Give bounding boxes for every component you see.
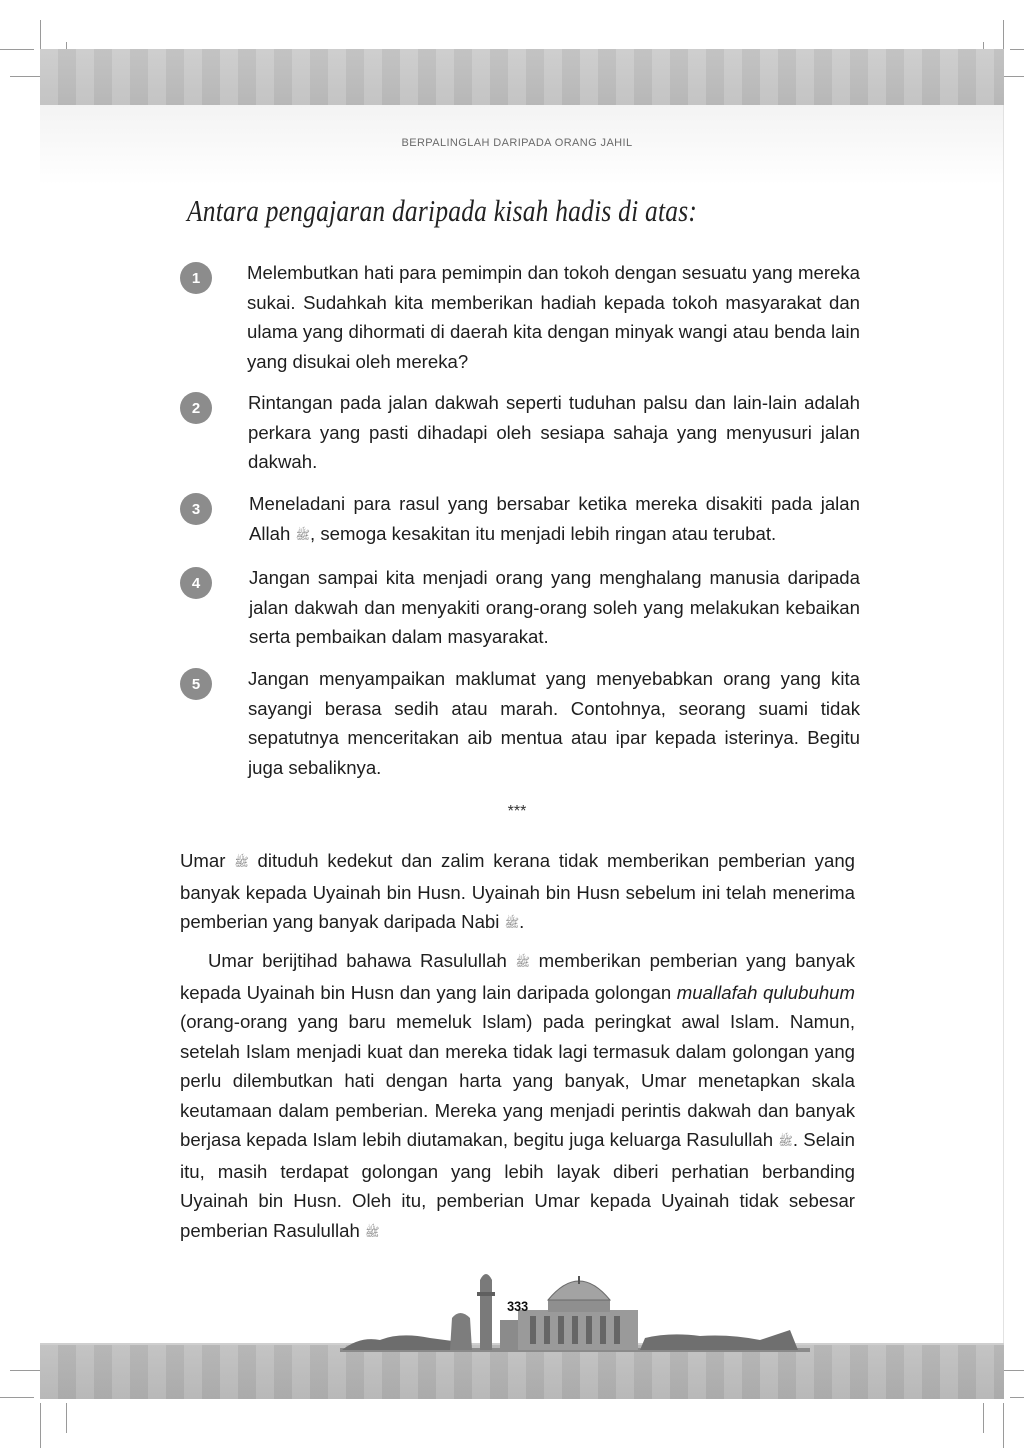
lesson-text — [249, 489, 860, 550]
lesson-item-4 — [180, 563, 860, 652]
number-badge: 4 — [180, 567, 212, 599]
number-badge: 2 — [180, 392, 212, 424]
lesson-item-5 — [180, 664, 860, 782]
paragraph-text: memberikan pemberian yang banyak kepada Uyainah bin Husn dan yang lain daripada golongan — [180, 950, 855, 1003]
number-badge: 5 — [180, 668, 212, 700]
crop-mark — [1010, 1397, 1024, 1398]
lesson-item-1 — [180, 258, 860, 376]
lesson-item-3 — [180, 489, 860, 550]
honorific-glyph-icon: ﷺ — [234, 855, 249, 869]
number-badge: 3 — [180, 493, 212, 525]
honorific-glyph-icon: ﷺ — [778, 1134, 793, 1148]
crop-mark — [66, 1403, 67, 1433]
lesson-item-2 — [180, 388, 860, 477]
page-number: 333 — [507, 1298, 529, 1314]
body-paragraph-2 — [180, 946, 855, 1247]
italic-term: muallafah qulubuhum — [676, 981, 856, 1003]
lesson-text: Jangan sampai kita menjadi orang yang menghalang manusia daripada jalan dakwah dan menyakiti orang-orang soleh yang melakukan kebaikan serta pembaikan dalam masyarakat. — [249, 567, 860, 647]
honorific-glyph-icon: ﷺ — [295, 527, 311, 542]
crop-mark — [1010, 49, 1024, 50]
page-edge — [1003, 105, 1004, 1345]
honorific-glyph-icon: ﷺ — [365, 1224, 380, 1239]
paragraph-text: . Selain itu, masih terdapat golongan yang lebih layak diberi perhatian berbanding Uyainah bin Husn. Oleh itu, pemberian Umar kepada Uyainah tidak sebesar pemberian Rasulullah — [180, 1129, 855, 1241]
crop-mark — [1003, 1403, 1004, 1448]
lesson-text-part: , semoga kesakitan itu menjadi lebih ringan atau terubat. — [310, 522, 777, 544]
paragraph-text: dituduh kedekut dan zalim kerana tidak memberikan pemberian yang banyak kepada Uyainah bin Husn. Uyainah bin Husn sebelum ini telah menerima pemberian yang banyak daripada Nabi — [180, 850, 855, 932]
honorific-glyph-icon: ﷺ — [504, 916, 520, 930]
crop-mark — [0, 1397, 34, 1398]
mosque-skyline-icon — [340, 1270, 810, 1400]
crop-mark — [1004, 76, 1024, 77]
lesson-text: Jangan menyampaikan maklumat yang menyebabkan orang yang kita sayangi berasa sedih atau marah. Contohnya, seorang suami tidak sepatutnya menceritakan aib mentua atau ipar kepada isterinya. Begitu juga sebaliknya. — [248, 668, 860, 778]
running-header: BERPALINGLAH DARIPADA ORANG JAHIL — [401, 137, 633, 149]
honorific-glyph-icon: ﷺ — [515, 955, 530, 969]
lesson-text: Rintangan pada jalan dakwah seperti tuduhan palsu dan lain-lain adalah perkara yang pasti dihadapi oleh sesiapa sahaja yang menyusuri jalan dakwah. — [248, 392, 860, 472]
body-paragraph-1 — [180, 846, 855, 939]
number-badge: 1 — [180, 262, 212, 294]
crop-mark — [983, 1403, 984, 1433]
section-divider: *** — [507, 803, 527, 820]
section-title: Antara pengajaran daripada kisah hadis di atas: — [187, 193, 698, 228]
crop-mark — [10, 1370, 40, 1371]
lesson-text: Melembutkan hati para pemimpin dan tokoh dengan sesuatu yang mereka sukai. Sudahkah kita memberikan hadiah kepada tokoh masyarakat dan ulama yang dihormati di daerah kita dengan minyak wangi atau benda lain yang disukai oleh mereka? — [247, 262, 860, 372]
crop-mark — [10, 76, 40, 77]
crop-mark — [1004, 1370, 1024, 1371]
paragraph-text: (orang-orang yang baru memeluk Islam) pada peringkat awal Islam. Namun, setelah Islam menjadi kuat dan mereka tidak lagi termasuk dalam golongan yang perlu dilembutkan hati dengan harta yang banyak, Umar menetapkan skala keutamaan dalam pemberian. Mereka yang menjadi perintis dakwah dan banyak berjasa kepada Islam lebih diutamakan, begitu juga keluarga Rasulullah — [180, 1011, 855, 1150]
paragraph-text: Umar berijtihad bahawa Rasulullah — [208, 950, 507, 971]
header-ornament-band — [40, 49, 1004, 105]
crop-mark — [40, 1403, 41, 1448]
paragraph-text: . — [519, 911, 525, 932]
crop-mark — [0, 49, 34, 50]
paragraph-text: Umar — [180, 850, 226, 871]
lesson-text-part: Meneladani para rasul yang bersabar ketika mereka disakiti pada jalan Allah — [249, 493, 860, 544]
